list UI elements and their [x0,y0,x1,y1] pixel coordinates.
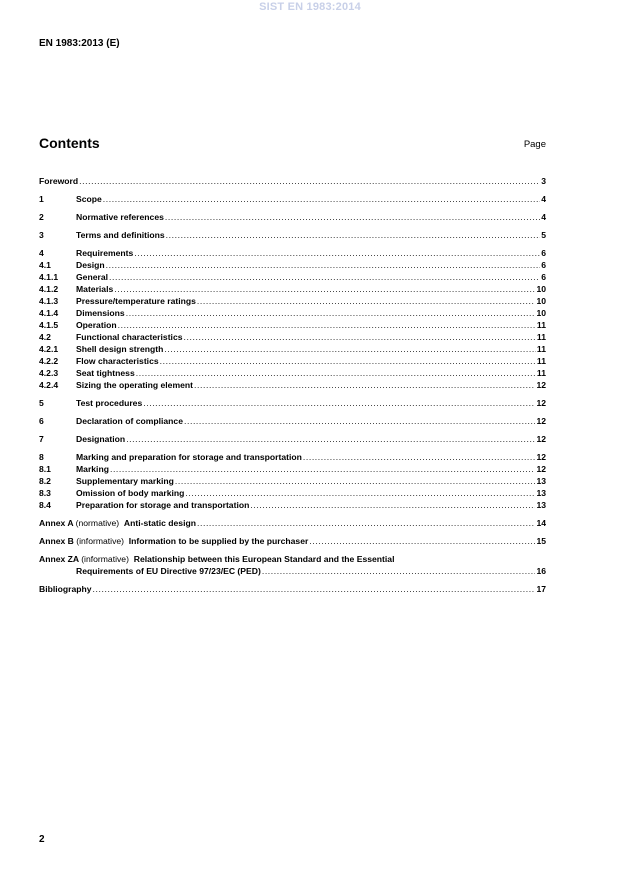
toc-entry[interactable] [39,463,546,475]
toc-entry-title: Preparation for storage and transportation [76,500,250,510]
toc-entry-page: 6 [541,272,546,282]
toc-entry[interactable] [39,451,546,463]
toc-entry-page: 11 [536,368,546,378]
contents-title: Contents [39,135,100,151]
annex-b-label: Annex B [39,536,74,546]
toc-entry-page: 4 [541,194,546,204]
watermark: SIST EN 1983:2014 [259,1,361,13]
toc-leader-dots [126,307,536,319]
toc-entry[interactable] [39,397,546,409]
toc-entry-title: Marking [76,464,109,474]
annex-za-title-line1: Relationship between this European Standard and the Essential [133,554,395,564]
toc-leader-dots [262,565,536,577]
toc-entry-page: 11 [536,332,546,342]
annex-a-label: Annex A [39,518,74,528]
page-column-label: Page [523,139,546,150]
toc-leader-dots [103,193,540,205]
toc-entry-number: 8.1 [39,464,51,474]
toc-leader-dots [184,415,535,427]
toc-entry-page: 11 [536,320,546,330]
toc-entry-number: 8.4 [39,500,51,510]
toc-entry-page: 12 [536,416,546,426]
toc-entry-page: 12 [536,452,546,462]
toc-entry-page: 12 [536,464,546,474]
toc-entry-page: 10 [536,284,546,294]
toc-entry[interactable] [39,259,546,271]
toc-annex-b[interactable] [39,535,546,547]
toc-entry[interactable] [39,331,546,343]
toc-entry-title: General [76,272,109,282]
toc-entry-number: 2 [39,212,44,222]
toc-entry-title: Foreword [39,176,79,186]
toc-entry-title: Flow characteristics [76,356,159,366]
toc-leader-dots [303,451,536,463]
toc-entry[interactable] [39,193,546,205]
toc-entry-number: 3 [39,230,44,240]
toc-leader-dots [166,229,541,241]
toc-leader-dots [197,295,536,307]
toc-entry[interactable] [39,379,546,391]
annex-b-page: 15 [536,536,546,546]
toc-leader-dots [185,487,535,499]
annex-b-title: Information to be supplied by the purchaser [128,536,309,546]
toc-entry-title: Marking and preparation for storage and transportation [76,452,302,462]
toc-entry-number: 4.2.2 [39,356,59,366]
toc-entry[interactable] [39,487,546,499]
toc-entry-page: 6 [541,248,546,258]
toc-entry-title: Declaration of compliance [76,416,183,426]
table-of-contents [39,175,546,595]
toc-entry[interactable] [39,475,546,487]
document-id: EN 1983:2013 (E) [39,38,120,49]
toc-entry[interactable] [39,433,546,445]
toc-leader-dots [250,499,535,511]
toc-leader-dots [136,367,536,379]
annex-za-page: 16 [536,566,546,576]
toc-entry-page: 5 [541,230,546,240]
toc-entry-number: 7 [39,434,44,444]
toc-entry-number: 8 [39,452,44,462]
toc-entry-page: 10 [536,308,546,318]
toc-leader-dots [134,247,540,259]
toc-entry-title: Operation [76,320,117,330]
toc-entry-number: 8.2 [39,476,51,486]
toc-entry-page: 12 [536,434,546,444]
toc-entry-number: 5 [39,398,44,408]
toc-entry[interactable] [39,355,546,367]
toc-entry[interactable] [39,367,546,379]
annex-za-title-line2: Requirements of EU Directive 97/23/EC (PED) [76,566,261,576]
toc-entry-page: 4 [541,212,546,222]
toc-entry-page: 10 [536,296,546,306]
toc-entry-title: Omission of body marking [76,488,185,498]
toc-entry-page: 12 [536,398,546,408]
toc-entry-number: 4.2.1 [39,344,59,354]
toc-entry-title: Functional characteristics [76,332,183,342]
toc-annex-za[interactable] [39,553,546,577]
toc-entry-title: Scope [76,194,102,204]
bibliography-page: 17 [536,584,546,594]
toc-entry-page: 13 [536,500,546,510]
toc-entry[interactable] [39,415,546,427]
toc-annex-a[interactable] [39,517,546,529]
toc-leader-dots [164,343,536,355]
toc-entry-page: 11 [536,356,546,366]
toc-leader-dots [79,175,540,187]
toc-section-list [39,175,546,511]
toc-entry[interactable] [39,295,546,307]
annex-a-page: 14 [536,518,546,528]
toc-leader-dots [194,379,535,391]
toc-entry-number: 4 [39,248,44,258]
toc-entry-number: 6 [39,416,44,426]
toc-entry-title: Requirements [76,248,134,258]
toc-entry-title: Terms and definitions [76,230,165,240]
toc-entry[interactable] [39,211,546,223]
toc-entry-number: 1 [39,194,44,204]
toc-entry-number: 4.1.1 [39,272,59,282]
toc-entry-title: Design [76,260,105,270]
toc-entry-title: Materials [76,284,114,294]
toc-entry-title: Normative references [76,212,164,222]
annex-za-type: (informative) [81,554,129,564]
toc-leader-dots [184,331,536,343]
annex-za-label: Annex ZA [39,554,79,564]
toc-entry[interactable] [39,319,546,331]
annex-a-title: Anti-static design [123,518,196,528]
toc-entry-page: 13 [536,488,546,498]
toc-entry-number: 4.2.3 [39,368,59,378]
toc-entry-number: 4.1.2 [39,284,59,294]
toc-entry-title: Designation [76,434,126,444]
toc-entry-number: 4.1.3 [39,296,59,306]
toc-entry-title: Pressure/temperature ratings [76,296,196,306]
toc-leader-dots [109,271,540,283]
toc-entry-number: 4.2 [39,332,51,342]
toc-entry[interactable] [39,271,546,283]
toc-entry[interactable] [39,175,546,187]
toc-leader-dots [165,211,540,223]
toc-entry-page: 12 [536,380,546,390]
toc-entry[interactable] [39,229,546,241]
toc-entry[interactable] [39,343,546,355]
toc-entry-page: 11 [536,344,546,354]
toc-entry-title: Dimensions [76,308,125,318]
toc-leader-dots [93,583,536,595]
toc-leader-dots [106,259,541,271]
toc-entry-number: 4.1.5 [39,320,59,330]
toc-leader-dots [110,463,535,475]
toc-entry-page: 3 [541,176,546,186]
toc-entry-title: Sizing the operating element [76,380,193,390]
toc-entry[interactable] [39,307,546,319]
toc-entry[interactable] [39,283,546,295]
page-number: 2 [39,834,45,845]
toc-entry-title: Test procedures [76,398,143,408]
annex-b-type: (informative) [76,536,125,546]
bibliography-title: Bibliography [39,584,92,594]
toc-leader-dots [118,319,536,331]
toc-entry[interactable] [39,499,546,511]
toc-leader-dots [126,433,535,445]
toc-entry-page: 6 [541,260,546,270]
toc-bibliography[interactable] [39,583,546,595]
toc-entry-number: 4.2.4 [39,380,59,390]
toc-entry-number: 8.3 [39,488,51,498]
toc-leader-dots [160,355,536,367]
toc-leader-dots [309,535,535,547]
toc-entry-title: Seat tightness [76,368,135,378]
toc-entry-title: Supplementary marking [76,476,174,486]
toc-leader-dots [197,517,535,529]
toc-leader-dots [175,475,536,487]
toc-leader-dots [143,397,535,409]
toc-leader-dots [114,283,535,295]
toc-entry[interactable] [39,247,546,259]
toc-entry-number: 4.1.4 [39,308,59,318]
toc-entry-title: Shell design strength [76,344,164,354]
toc-entry-page: 13 [536,476,546,486]
toc-entry-number: 4.1 [39,260,51,270]
annex-a-type: (normative) [75,518,120,528]
